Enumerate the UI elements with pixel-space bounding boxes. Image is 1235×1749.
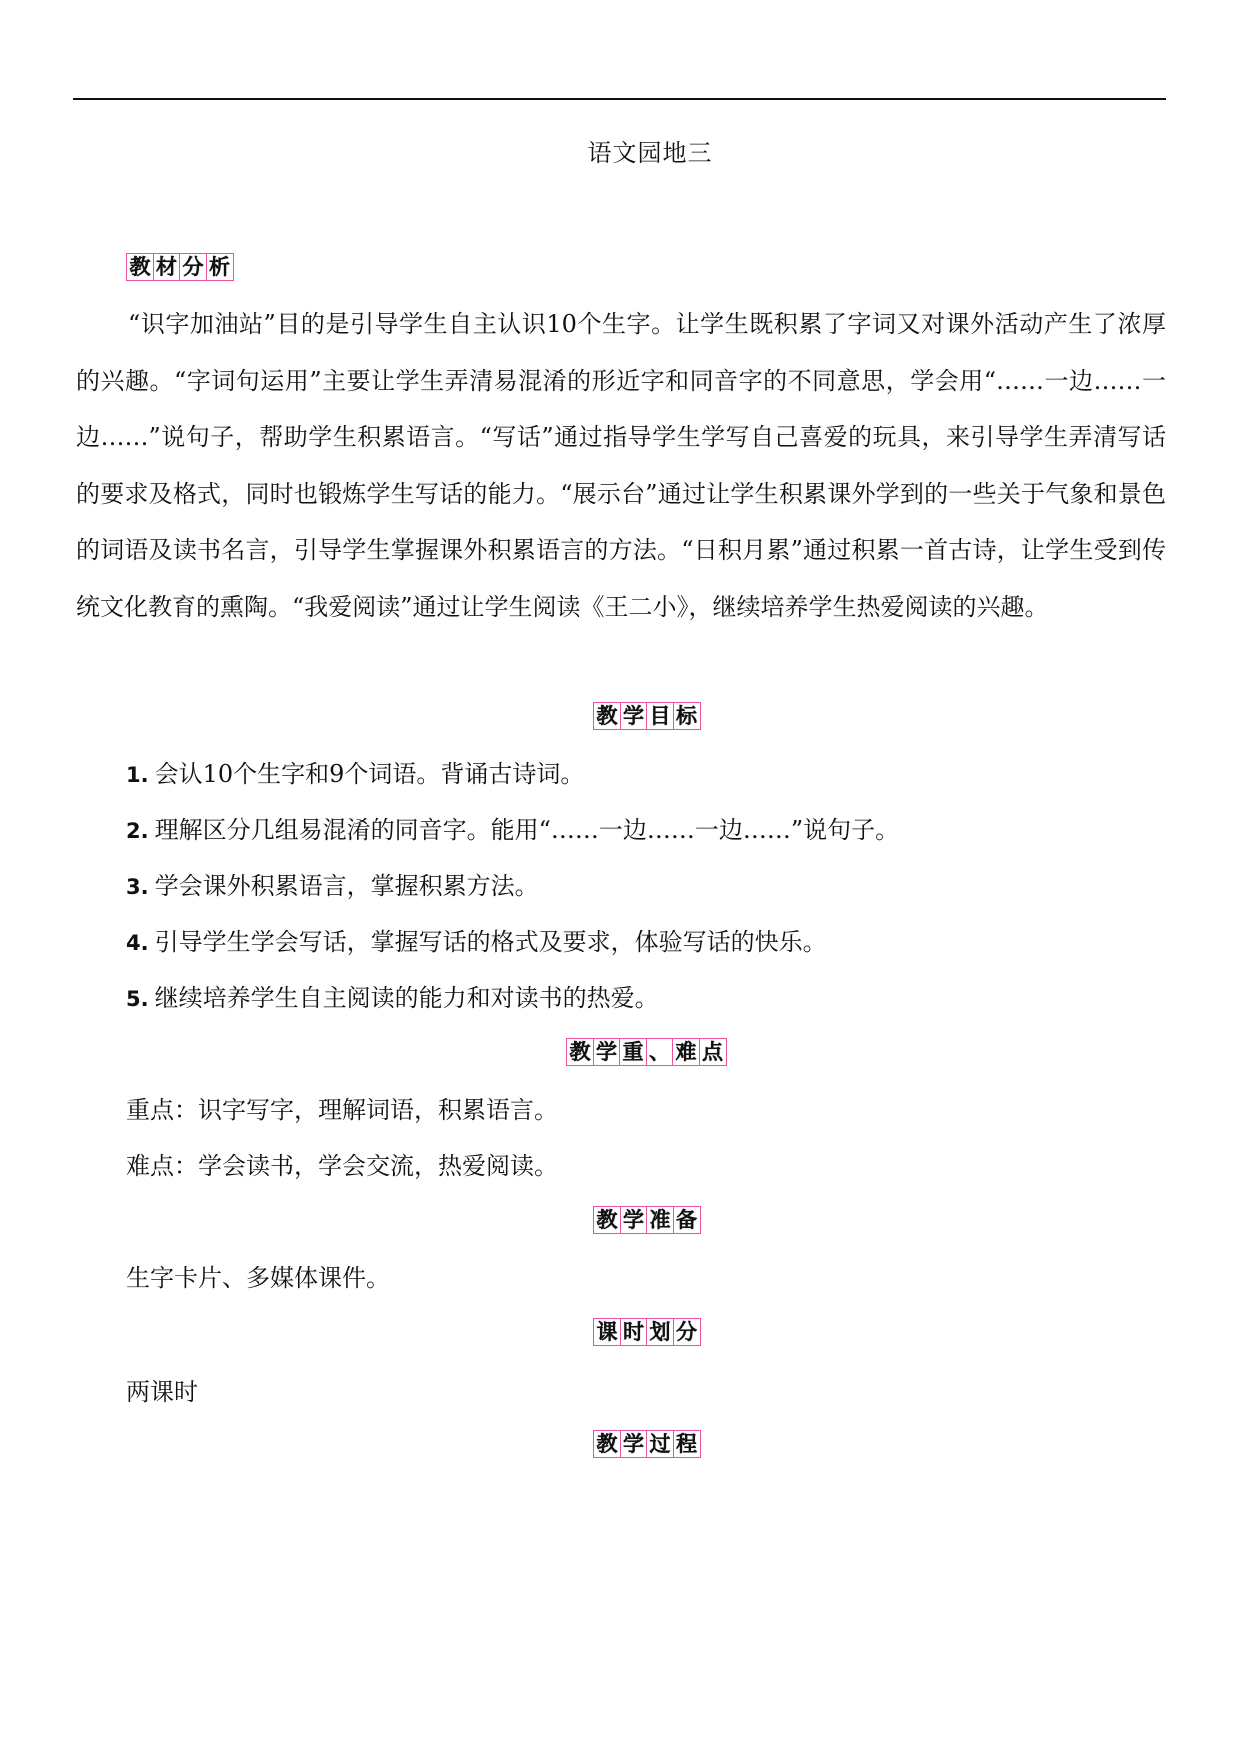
goal-item: 1. 会认10个生字和9个词语。背诵古诗词。 [126,760,585,788]
heading-goals: 教 学 目 标 [593,702,699,730]
key-point: 重点：识字写字，理解词语，积累语言。 [126,1096,558,1124]
page-title: 语文园地三 [587,139,713,167]
goal-item: 2. 理解区分几组易混淆的同音字。能用“……一边……一边……”说句子。 [126,816,900,844]
heading-analysis: 教 材 分 析 [126,253,232,281]
analysis-paragraph: “识字加油站”目的是引导学生自主认识10个生字。让学生既积累了字词又对课外活动产生了浓厚的兴趣。“字词句运用”主要让学生弄清易混淆的形近字和同音字的不同意思，学会用“……一边……一边……”说句子，帮助学生积累语言。“写话”通过指导学生学写自己喜爱的玩具，来引导学生弄清写话的要求及格式，同时也锻炼学生写话的能力。“展示台”通过让学生积累课外学到的一些关于气象和景色的词语及读书名言，引导学生掌握课外积累语言的方法。“日积月累”通过积累一首古诗，让学生受到传统文化教育的熏陶。“我爱阅读”通过让学生阅读《王二小》，继续培养学生热爱阅读的兴趣。 [76,310,1166,621]
heading-schedule: 课 时 划 分 [593,1318,699,1346]
goal-item: 5. 继续培养学生自主阅读的能力和对读书的热爱。 [126,984,659,1012]
header-rule [73,98,1166,100]
heading-keypoints: 教 学 重 、 难 点 [566,1038,725,1066]
goal-item: 3. 学会课外积累语言，掌握积累方法。 [126,872,539,900]
difficult-point: 难点：学会读书，学会交流，热爱阅读。 [126,1152,558,1180]
schedule-text: 两课时 [126,1378,198,1406]
goal-item: 4. 引导学生学会写话，掌握写话的格式及要求，体验写话的快乐。 [126,928,827,956]
prep-text: 生字卡片、多媒体课件。 [126,1264,390,1292]
heading-process: 教 学 过 程 [593,1430,699,1458]
heading-prep: 教 学 准 备 [593,1206,699,1234]
